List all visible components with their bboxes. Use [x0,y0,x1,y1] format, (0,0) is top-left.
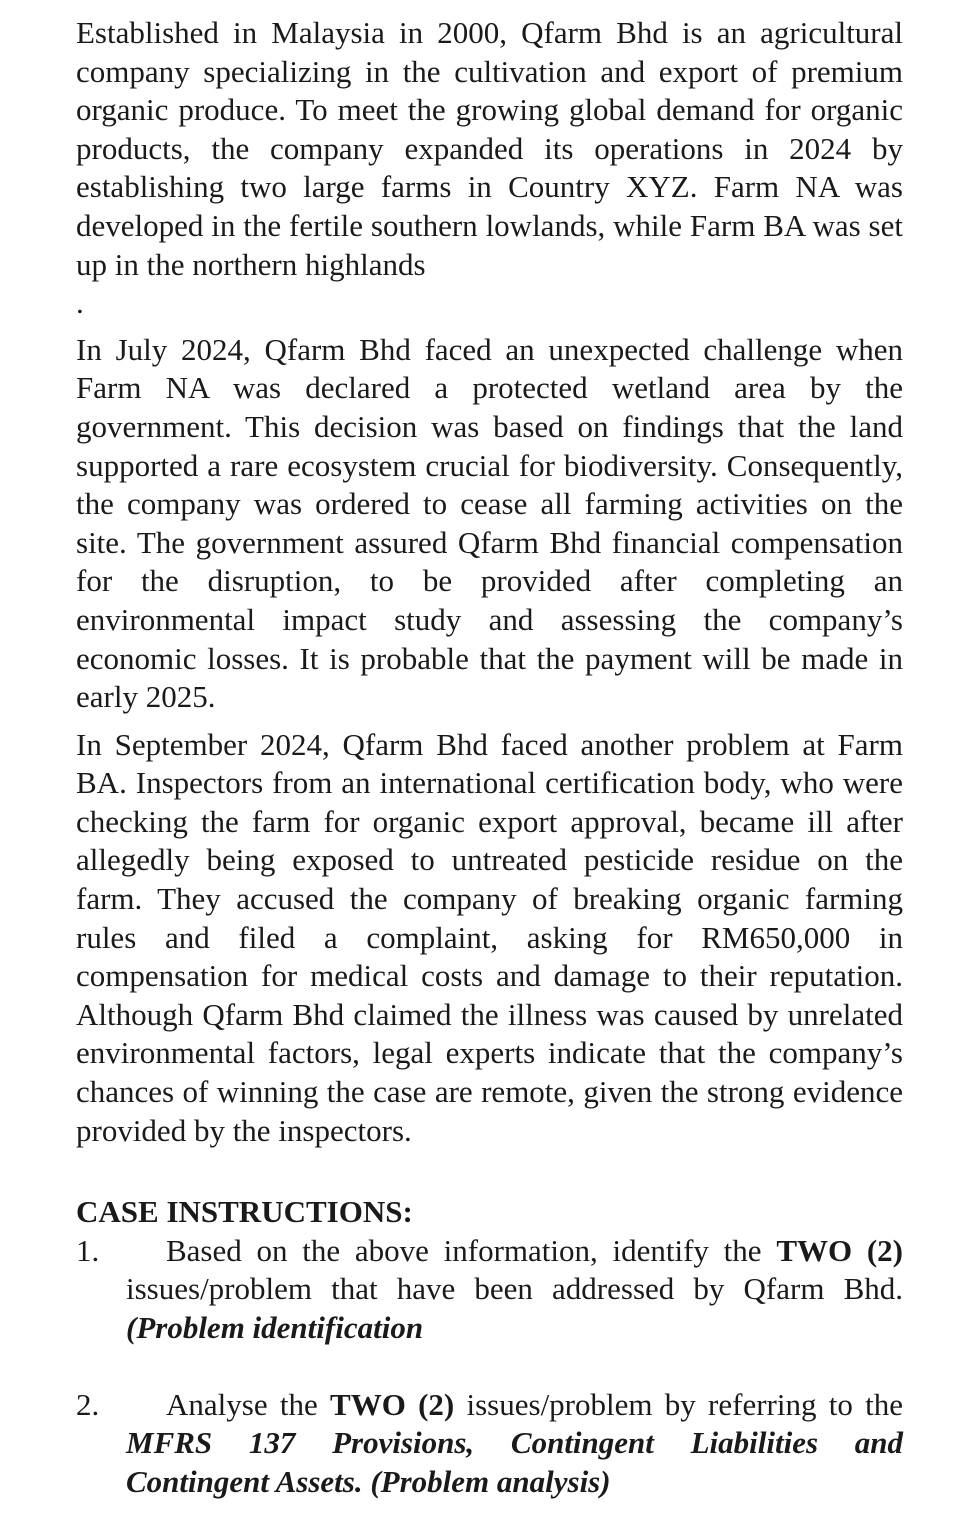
emphasis-bold-italic: (Problem identification [126,1310,424,1345]
instruction-text: Based on the above information, identify the TWO (2) issues/problem that have been addressed by Qfarm Bhd. (Problem identification [126,1232,903,1345]
intro-paragraph: Established in Malaysia in 2000, Qfarm Bhd is an agricultural company specializing in the cultivation and export of premium organic produce. To meet the growing global demand for organic products, the company expanded its operations in 2024 by establishing two large farms in Country XYZ. Farm NA was developed in the fertile southern lowlands, while Farm BA was set up in the northern highlands [76,15,903,282]
instruction-text: Analyse the TWO (2) issues/problem by referring to the MFRS 137 Provisions, Contingent Liabilities and Contingent Assets. (Problem analysis) [126,1386,903,1499]
instruction-item [76,1232,903,1348]
instruction-number: 1. [76,1232,100,1268]
emphasis-bold-italic: MFRS 137 Provisions, Contingent Liabilities and Contingent Assets. (Problem analysis) [126,1425,903,1499]
case-instructions-heading: CASE INSTRUCTIONS: [76,1194,413,1230]
intro-trailing-period: . [76,285,84,321]
emphasis-bold: TWO (2) [330,1386,455,1422]
farm-ba-paragraph: In September 2024, Qfarm Bhd faced another problem at Farm BA. Inspectors from an international certification body, who were checking the farm for organic export approval, became ill after allegedly being exposed to untreated pesticide residue on the farm. They accused the company of breaking organic farming rules and filed a complaint, asking for RM650,000 in compensation for medical costs and damage to their reputation. Although Qfarm Bhd claimed the illness was caused by unrelated environmental factors, legal experts indicate that the company’s chances of winning the case are remote, given the strong evidence provided by the inspectors. [76,726,903,1148]
instruction-number: 2. [76,1386,100,1422]
farm-na-paragraph: In July 2024, Qfarm Bhd faced an unexpected challenge when Farm NA was declared a protected wetland area by the government. This decision was based on findings that the land supported a rare ecosystem crucial for biodiversity. Consequently, the company was ordered to cease all farming activities on the site. The government assured Qfarm Bhd financial compensation for the disruption, to be provided after completing an environmental impact study and assessing the company’s economic losses. It is probable that the payment will be made in early 2025. [76,331,903,715]
instruction-item [76,1386,903,1502]
emphasis-bold: TWO (2) [776,1232,903,1268]
